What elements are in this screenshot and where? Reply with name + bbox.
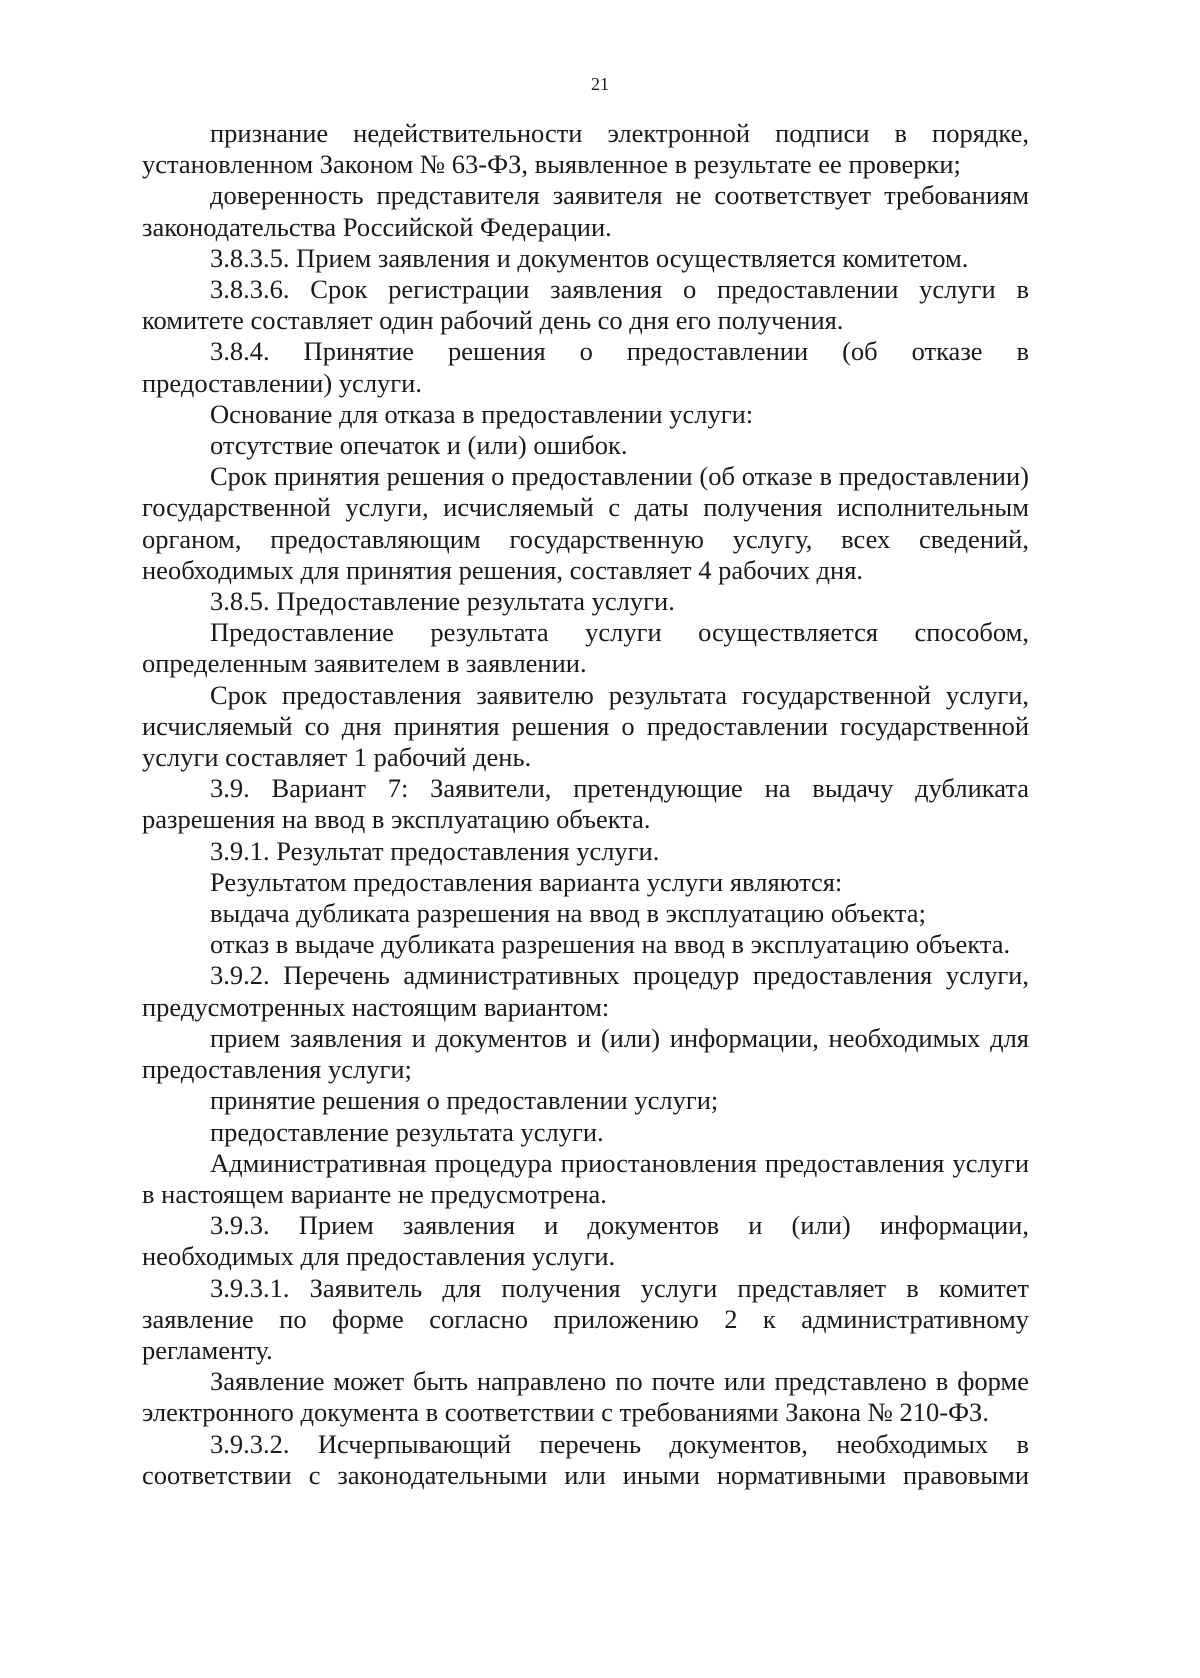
paragraph: выдача дубликата разрешения на ввод в эксплуатацию объекта; bbox=[210, 898, 926, 929]
paragraph: Заявление может быть направлено по почте или представлено в форме электронного документа в соответствии с требованиями Закона № 210-ФЗ. bbox=[142, 1366, 1029, 1428]
paragraph: 3.9.2. Перечень административных процедур предоставления услуги, предусмотренных настоящим вариантом: bbox=[142, 960, 1029, 1022]
paragraph: Предоставление результата услуги осуществляется способом, определенным заявителем в заявлении. bbox=[142, 617, 1029, 679]
paragraph: 3.9.3.1. Заявитель для получения услуги представляет в комитет заявление по форме согласно приложению 2 к административному регламенту. bbox=[142, 1272, 1029, 1365]
paragraph: Административная процедура приостановления предоставления услуги в настоящем варианте не предусмотрена. bbox=[142, 1147, 1029, 1209]
paragraph: отказ в выдаче дубликата разрешения на ввод в эксплуатацию объекта. bbox=[210, 929, 1011, 960]
paragraph: Срок предоставления заявителю результата государственной услуги, исчисляемый со дня принятия решения о предоставлении государственной услуги составляет 1 рабочий день. bbox=[142, 679, 1029, 773]
paragraph: принятие решения о предоставлении услуги; bbox=[210, 1085, 719, 1116]
paragraph: 3.9. Вариант 7: Заявители, претендующие на выдачу дубликата разрешения на ввод в эксплуатацию объекта. bbox=[142, 773, 1029, 835]
paragraph: 3.8.4. Принятие решения о предоставлении (об отказе в предоставлении) услуги. bbox=[142, 336, 1029, 398]
paragraph: прием заявления и документов и (или) информации, необходимых для предоставления услуги; bbox=[142, 1022, 1029, 1085]
paragraph: 3.8.5. Предоставление результата услуги. bbox=[210, 586, 675, 617]
paragraph: 3.8.3.5. Прием заявления и документов осуществляется комитетом. bbox=[210, 242, 969, 273]
paragraph: Результатом предоставления варианта услуги являются: bbox=[210, 866, 843, 897]
paragraph: доверенность представителя заявителя не соответствует требованиям законодательства Российской Федерации. bbox=[142, 180, 1029, 242]
document-body bbox=[142, 118, 1029, 1491]
paragraph: отсутствие опечаток и (или) ошибок. bbox=[210, 430, 628, 461]
paragraph: Срок принятия решения о предоставлении (об отказе в предоставлении) государственной услуги, исчисляемый с даты получения исполнительным органом, предоставляющим государственную услугу, всех сведений, необходимых для принятия решения, составляет 4 рабочих дня. bbox=[142, 461, 1029, 585]
page-number: 21 bbox=[591, 74, 609, 94]
paragraph: Основание для отказа в предоставлении услуги: bbox=[210, 398, 754, 429]
paragraph: 3.8.3.6. Срок регистрации заявления о предоставлении услуги в комитете составляет один рабочий день со дня его получения. bbox=[142, 274, 1029, 336]
paragraph: предоставление результата услуги. bbox=[210, 1116, 604, 1147]
paragraph: 3.9.3.2. Исчерпывающий перечень документов, необходимых в соответствии с законодательными или иными нормативными правовыми bbox=[142, 1428, 1029, 1490]
paragraph: 3.9.1. Результат предоставления услуги. bbox=[210, 835, 660, 866]
paragraph: признание недействительности электронной подписи в порядке, установленном Законом № 63-ФЗ, выявленное в результате ее проверки; bbox=[142, 118, 1029, 180]
paragraph: 3.9.3. Прием заявления и документов и (или) информации, необходимых для предоставления услуги. bbox=[142, 1210, 1029, 1272]
